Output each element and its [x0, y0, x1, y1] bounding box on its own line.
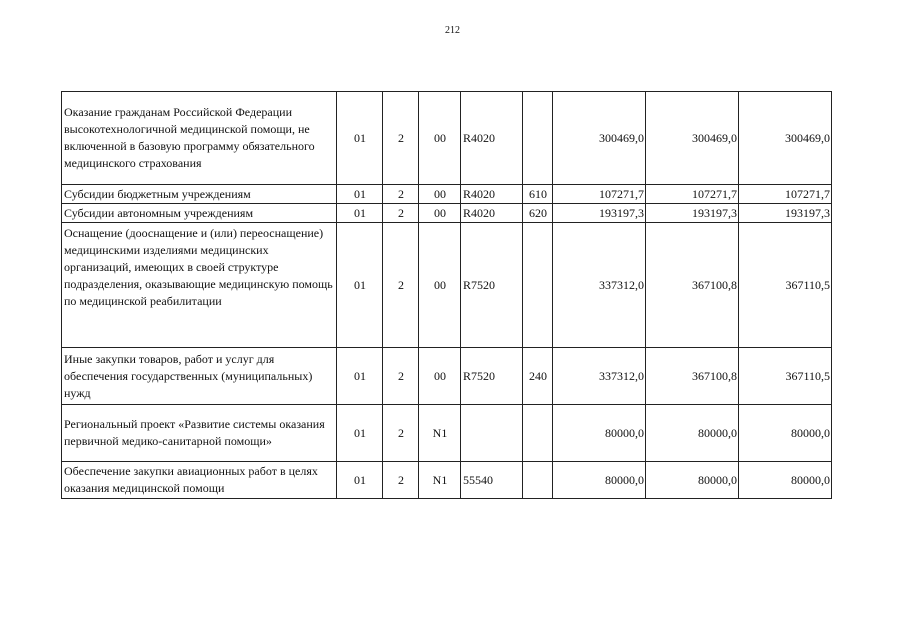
row-code-2: 2 — [383, 185, 419, 204]
row-code-5 — [523, 405, 553, 462]
table-row — [62, 348, 832, 405]
row-value-3: 193197,3 — [739, 204, 832, 223]
row-value-2: 193197,3 — [646, 204, 739, 223]
row-value-2: 80000,0 — [646, 405, 739, 462]
row-code-4: R4020 — [461, 185, 523, 204]
row-code-1: 01 — [337, 223, 383, 348]
row-name: Обеспечение закупки авиационных работ в целях оказания медицинской помощи — [62, 462, 337, 499]
row-value-3: 107271,7 — [739, 185, 832, 204]
row-value-2: 300469,0 — [646, 92, 739, 185]
row-code-3: 00 — [419, 92, 461, 185]
row-code-4: R4020 — [461, 92, 523, 185]
row-value-1: 337312,0 — [553, 348, 646, 405]
row-code-2: 2 — [383, 92, 419, 185]
row-code-3: 00 — [419, 204, 461, 223]
table-row — [62, 405, 832, 462]
row-value-1: 80000,0 — [553, 462, 646, 499]
row-name: Оказание гражданам Российской Федерации высокотехнологичной медицинской помощи, не включенной в базовую программу обязательного медицинского страхования — [62, 92, 337, 185]
row-code-2: 2 — [383, 348, 419, 405]
row-value-3: 367110,5 — [739, 223, 832, 348]
row-code-3: 00 — [419, 348, 461, 405]
row-name: Иные закупки товаров, работ и услуг для обеспечения государственных (муниципальных) нужд — [62, 348, 337, 405]
row-code-1: 01 — [337, 348, 383, 405]
row-name: Субсидии автономным учреждениям — [62, 204, 337, 223]
row-code-3: 00 — [419, 223, 461, 348]
row-value-3: 367110,5 — [739, 348, 832, 405]
row-code-5: 240 — [523, 348, 553, 405]
row-value-3: 80000,0 — [739, 405, 832, 462]
row-value-3: 80000,0 — [739, 462, 832, 499]
table-row — [62, 462, 832, 499]
row-code-2: 2 — [383, 405, 419, 462]
row-name: Субсидии бюджетным учреждениям — [62, 185, 337, 204]
row-value-1: 107271,7 — [553, 185, 646, 204]
budget-table — [61, 91, 832, 499]
row-code-5 — [523, 92, 553, 185]
row-value-2: 107271,7 — [646, 185, 739, 204]
table-row — [62, 204, 832, 223]
row-code-4 — [461, 405, 523, 462]
row-value-3: 300469,0 — [739, 92, 832, 185]
row-value-1: 80000,0 — [553, 405, 646, 462]
row-value-2: 367100,8 — [646, 223, 739, 348]
row-code-5 — [523, 223, 553, 348]
row-code-1: 01 — [337, 405, 383, 462]
table-row — [62, 92, 832, 185]
row-code-1: 01 — [337, 204, 383, 223]
row-code-1: 01 — [337, 92, 383, 185]
row-code-5: 620 — [523, 204, 553, 223]
row-name: Региональный проект «Развитие системы оказания первичной медико-санитарной помощи» — [62, 405, 337, 462]
page-number: 212 — [445, 25, 460, 36]
table-row — [62, 223, 832, 348]
row-value-2: 367100,8 — [646, 348, 739, 405]
row-value-1: 337312,0 — [553, 223, 646, 348]
table-row — [62, 185, 832, 204]
row-value-2: 80000,0 — [646, 462, 739, 499]
row-code-1: 01 — [337, 462, 383, 499]
row-name: Оснащение (дооснащение и (или) переоснащение) медицинскими изделиями медицинских организаций, имеющих в своей структуре подразделения, оказывающие медицинскую помощь по медицинской реабилитации — [62, 223, 337, 348]
row-code-2: 2 — [383, 223, 419, 348]
row-code-1: 01 — [337, 185, 383, 204]
row-code-3: N1 — [419, 462, 461, 499]
row-code-4: 55540 — [461, 462, 523, 499]
row-value-1: 193197,3 — [553, 204, 646, 223]
row-code-3: 00 — [419, 185, 461, 204]
row-code-4: R7520 — [461, 348, 523, 405]
row-code-2: 2 — [383, 204, 419, 223]
row-code-5: 610 — [523, 185, 553, 204]
row-code-4: R7520 — [461, 223, 523, 348]
row-code-5 — [523, 462, 553, 499]
row-code-4: R4020 — [461, 204, 523, 223]
row-code-3: N1 — [419, 405, 461, 462]
row-code-2: 2 — [383, 462, 419, 499]
row-value-1: 300469,0 — [553, 92, 646, 185]
